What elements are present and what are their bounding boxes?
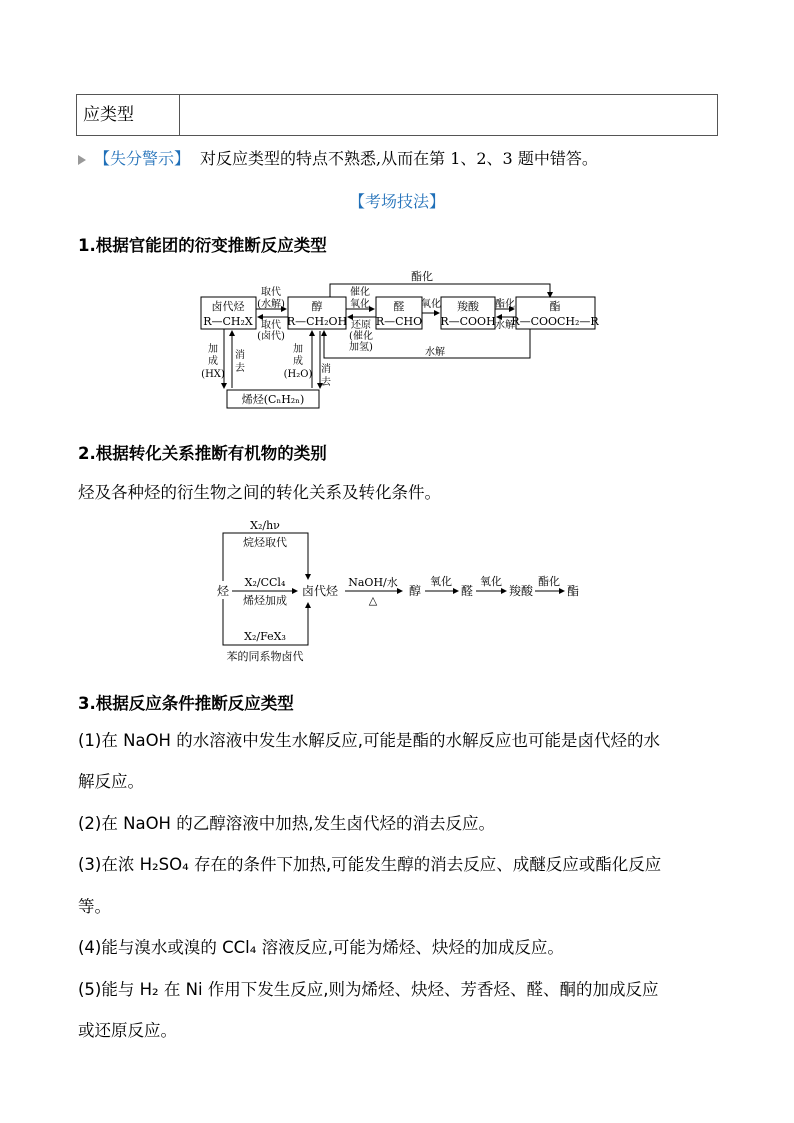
label-esterify-top: 酯化 (411, 270, 433, 283)
item-1-line-2: 解反应。 (78, 772, 144, 791)
svg-text:消: 消 (235, 350, 245, 361)
item-4: (4)能与溴水或溴的 CCl₄ 溶液反应,可能为烯烃、炔烃的加成反应。 (78, 938, 564, 957)
triangle-icon (78, 155, 86, 165)
svg-text:(H₂O): (H₂O) (283, 369, 313, 380)
item-5-line-1: (5)能与 H₂ 在 Ni 作用下发生反应,则为烯烃、炔烃、芳香烃、醛、酮的加成反应 (78, 980, 659, 999)
svg-text:△: △ (368, 594, 378, 607)
conversion-diagram (205, 515, 595, 665)
svg-text:酯化: 酯化 (495, 299, 515, 310)
svg-text:氧化: 氧化 (350, 299, 370, 310)
svg-text:X₂/CCl₄: X₂/CCl₄ (244, 576, 286, 589)
svg-text:催化: 催化 (350, 287, 370, 298)
label-ester: 酯 (549, 300, 561, 313)
label-haloalkane: 卤代烃 (211, 300, 245, 313)
svg-text:苯的同系物卤代: 苯的同系物卤代 (226, 650, 304, 663)
svg-text:取代: 取代 (261, 287, 281, 298)
formula-aldehyde: R—CHO (375, 315, 423, 328)
svg-text:氧化: 氧化 (430, 575, 452, 588)
item-5-line-2: 或还原反应。 (78, 1021, 177, 1040)
svg-text:成: 成 (293, 356, 303, 367)
svg-text:卤代烃: 卤代烃 (301, 584, 339, 598)
svg-text:去: 去 (321, 377, 331, 388)
functional-group-diagram (190, 262, 610, 412)
svg-text:氧化: 氧化 (480, 575, 502, 588)
svg-text:去: 去 (235, 363, 245, 374)
svg-text:成: 成 (208, 356, 218, 367)
svg-text:烷烃取代: 烷烃取代 (243, 536, 287, 549)
svg-text:(水解): (水解) (257, 299, 285, 310)
table-row (76, 94, 718, 136)
table-cell-label: 应类型 (77, 95, 180, 135)
svg-text:氧化: 氧化 (421, 299, 441, 310)
heading-1: 1.根据官能团的衍变推断反应类型 (78, 236, 327, 255)
label-alkene: 烯烃(CₙH₂ₙ) (241, 393, 305, 406)
svg-text:(HX): (HX) (201, 369, 225, 380)
svg-text:酯化: 酯化 (538, 575, 560, 588)
formula-ester: R—COOCH₂—R (511, 315, 599, 328)
svg-text:消: 消 (321, 364, 331, 375)
svg-text:(催化: (催化 (349, 331, 373, 342)
item-3-line-1: (3)在浓 H₂SO₄ 存在的条件下加热,可能发生醇的消去反应、成醚反应或酯化反应 (78, 855, 662, 874)
svg-text:(卤代): (卤代) (257, 331, 285, 342)
svg-text:NaOH/水: NaOH/水 (348, 576, 398, 589)
svg-text:烃: 烃 (216, 584, 230, 598)
svg-text:醇: 醇 (408, 584, 422, 598)
svg-text:加: 加 (293, 344, 303, 355)
formula-acid: R—COOH (440, 315, 496, 328)
svg-text:加氢): 加氢) (349, 342, 373, 353)
paragraph-2: 烃及各种烃的衍生物之间的转化关系及转化条件。 (78, 483, 441, 502)
heading-3: 3.根据反应条件推断反应类型 (78, 694, 294, 713)
item-1-line-1: (1)在 NaOH 的水溶液中发生水解反应,可能是酯的水解反应也可能是卤代烃的水 (78, 731, 660, 750)
item-2: (2)在 NaOH 的乙醇溶液中加热,发生卤代烃的消去反应。 (78, 814, 495, 833)
label-alcohol: 醇 (311, 300, 323, 313)
svg-text:水解: 水解 (495, 320, 515, 331)
svg-text:X₂/hν: X₂/hν (250, 519, 280, 532)
warning-tag: 【失分警示】 (94, 149, 191, 168)
svg-text:烯烃加成: 烯烃加成 (243, 594, 287, 607)
svg-text:羧酸: 羧酸 (508, 584, 534, 598)
label-aldehyde: 醛 (393, 300, 405, 313)
svg-text:水解: 水解 (425, 347, 445, 358)
warning-text: 对反应类型的特点不熟悉,从而在第 1、2、3 题中错答。 (200, 149, 598, 168)
svg-text:取代: 取代 (261, 320, 281, 331)
label-acid: 羧酸 (457, 300, 479, 313)
formula-haloalkane: R—CH₂X (203, 315, 253, 328)
svg-text:醛: 醛 (460, 584, 474, 598)
heading-2: 2.根据转化关系推断有机物的类别 (78, 444, 327, 463)
svg-text:加: 加 (208, 344, 218, 355)
warning-line (78, 146, 598, 169)
formula-alcohol: R—CH₂OH (286, 315, 348, 328)
svg-text:酯: 酯 (566, 584, 580, 598)
svg-text:X₂/FeX₃: X₂/FeX₃ (244, 630, 286, 643)
section-title: 【考场技法】 (348, 192, 445, 211)
svg-text:还原: 还原 (351, 320, 371, 331)
item-3-line-2: 等。 (78, 897, 111, 916)
